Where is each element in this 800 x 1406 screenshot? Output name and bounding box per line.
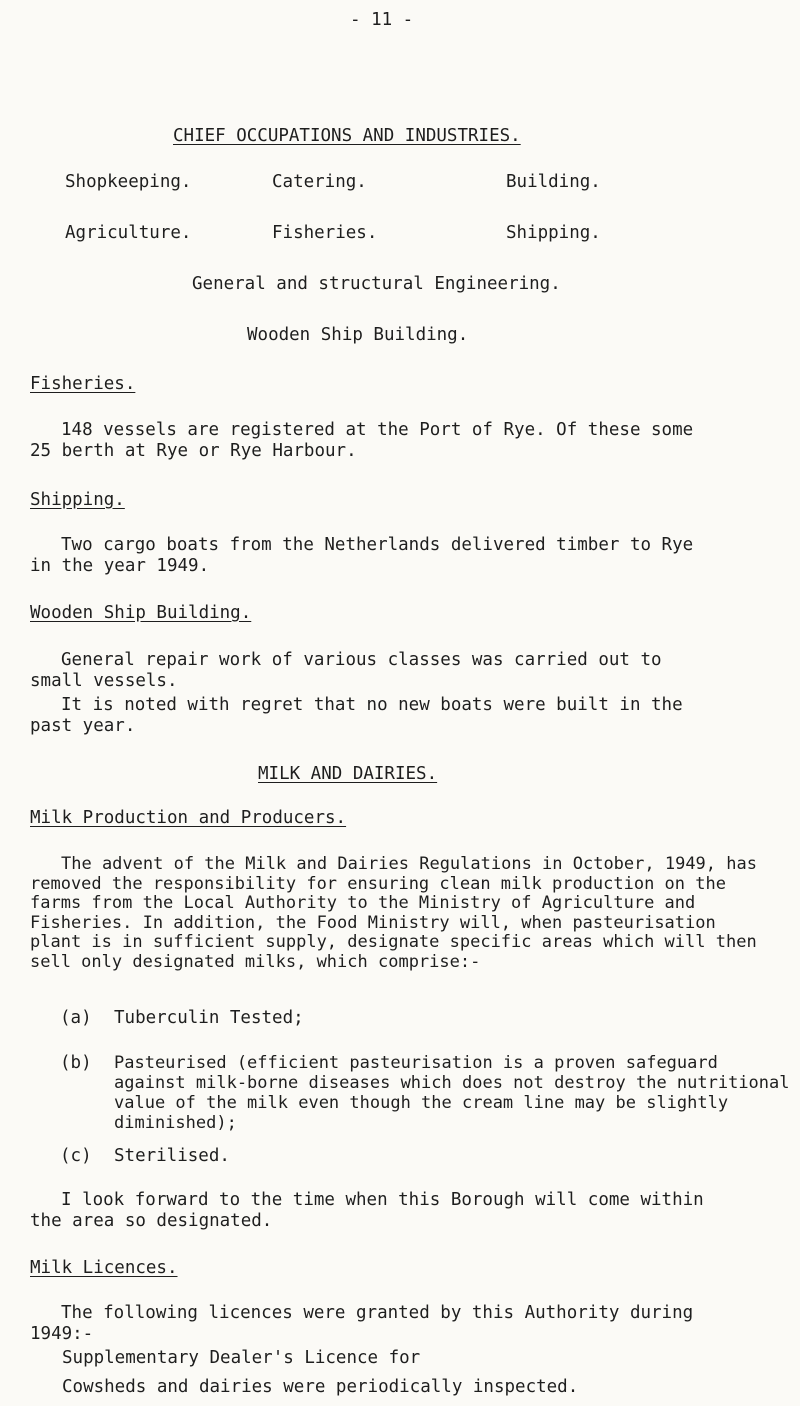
occupation-building: Building.: [506, 172, 601, 192]
occupation-catering: Catering.: [272, 172, 367, 192]
milk-licences-heading: Milk Licences.: [30, 1258, 178, 1278]
wooden-ship-text-2: It is noted with regret that no new boats were built in the past year.: [30, 695, 683, 736]
occupation-agriculture: Agriculture.: [65, 223, 192, 243]
fisheries-text: 148 vessels are registered at the Port of Rye. Of these some 25 berth at Rye or Rye Harbour.: [30, 420, 694, 461]
wooden-ship-text-1: General repair work of various classes was carried out to small vessels.: [30, 650, 662, 691]
shipping-heading: Shipping.: [30, 490, 125, 510]
fisheries-heading: Fisheries.: [30, 374, 136, 394]
occupation-wooden-ship: Wooden Ship Building.: [247, 325, 469, 345]
look-forward-text: I look forward to the time when this Borough will come within the area so designated.: [30, 1190, 704, 1231]
licence-type: Supplementary Dealer's Licence for: [62, 1348, 421, 1368]
list-item-label: (a): [60, 1008, 92, 1028]
milk-dairies-heading: MILK AND DAIRIES.: [258, 764, 438, 784]
list-item-text: Tuberculin Tested;: [114, 1008, 304, 1028]
occupation-fisheries: Fisheries.: [272, 223, 378, 243]
occupation-shipping: Shipping.: [506, 223, 601, 243]
closing-text: Cowsheds and dairies were periodically inspected.: [62, 1377, 579, 1397]
list-item-text: Sterilised.: [114, 1146, 230, 1166]
milk-production-heading: Milk Production and Producers.: [30, 808, 347, 828]
page-number: - 11 -: [350, 10, 414, 30]
list-item-label: (b): [60, 1053, 92, 1073]
wooden-ship-heading: Wooden Ship Building.: [30, 603, 252, 623]
list-item-text: Pasteurised (efficient pasteurisation is a proven safeguard against milk-borne diseases which does not destroy the nutritional value of the milk even though the cream line may be slightly diminished);: [114, 1053, 790, 1133]
shipping-text: Two cargo boats from the Netherlands delivered timber to Rye in the year 1949.: [30, 535, 694, 576]
list-item-label: (c): [60, 1146, 92, 1166]
occupations-heading: CHIEF OCCUPATIONS AND INDUSTRIES.: [173, 126, 521, 146]
licences-intro-text: The following licences were granted by this Authority during 1949:-: [30, 1303, 694, 1344]
milk-production-text: The advent of the Milk and Dairies Regulations in October, 1949, has removed the responsibility for ensuring clean milk production on the farms from the Local Authority to the Ministry of Agriculture and Fisheries. In addition, the Food Ministry will, when pasteurisation plant is in sufficient supply, designate specific areas which will then sell only designated milks, which comprise:-: [30, 854, 757, 972]
occupation-shopkeeping: Shopkeeping.: [65, 172, 192, 192]
occupation-engineering: General and structural Engineering.: [192, 274, 561, 294]
